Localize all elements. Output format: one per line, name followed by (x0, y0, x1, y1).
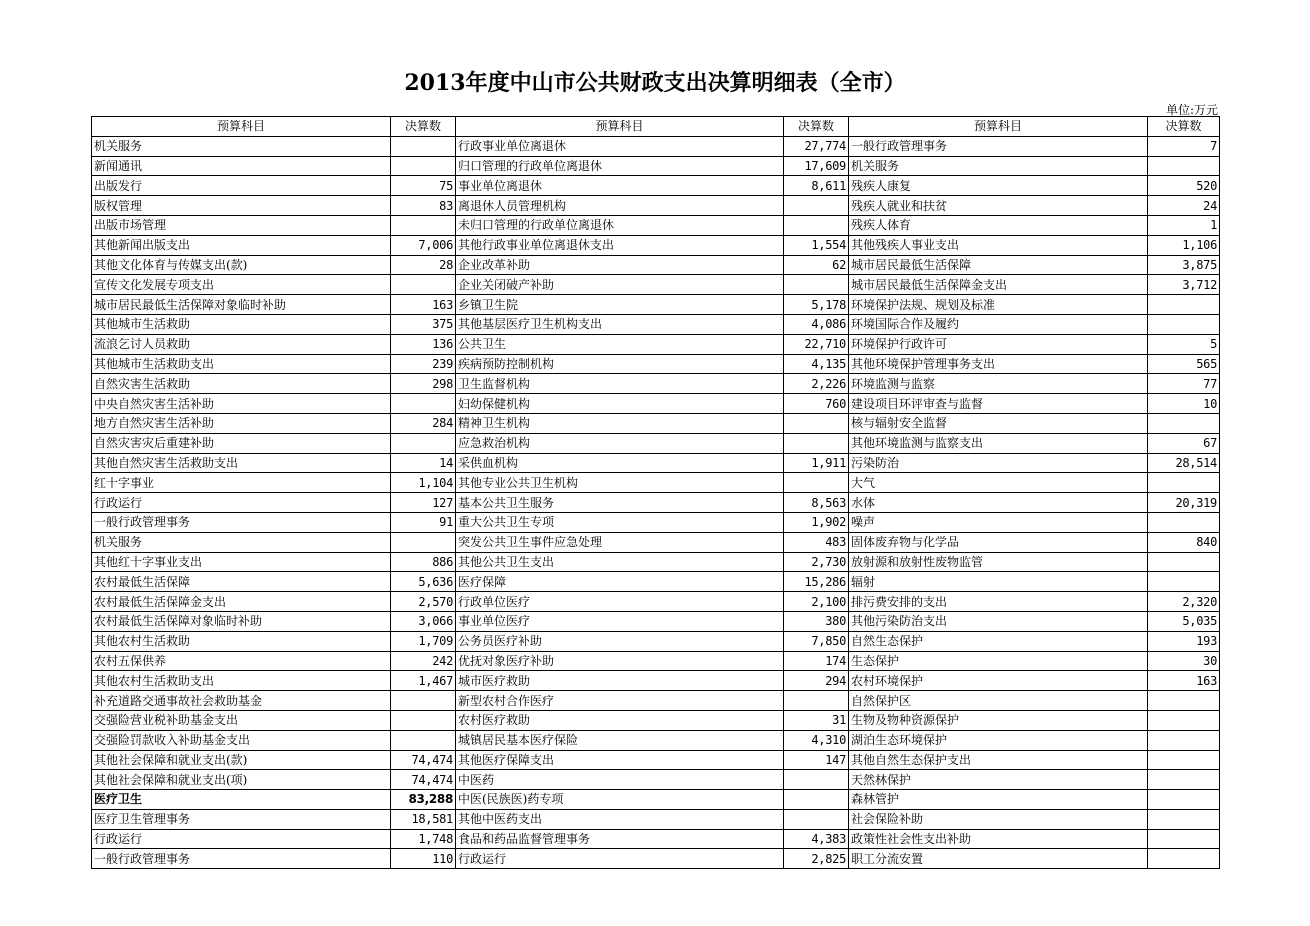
subject-cell: 出版发行 (92, 176, 391, 196)
subject-cell: 农村最低生活保障金支出 (92, 592, 391, 612)
subject-cell: 农村医疗救助 (456, 710, 784, 730)
amount-cell (391, 394, 456, 414)
subject-cell: 其他中医药支出 (456, 809, 784, 829)
amount-cell: 483 (784, 532, 849, 552)
subject-cell: 森林管护 (849, 790, 1148, 810)
table-row (92, 710, 1220, 730)
table-row (92, 255, 1220, 275)
table-row (92, 631, 1220, 651)
table-row (92, 196, 1220, 216)
subject-cell: 固体废弃物与化学品 (849, 532, 1148, 552)
amount-cell (1148, 552, 1220, 572)
subject-cell: 乡镇卫生院 (456, 295, 784, 315)
subject-cell: 宣传文化发展专项支出 (92, 275, 391, 295)
subject-cell: 农村最低生活保障 (92, 572, 391, 592)
subject-cell: 应急救治机构 (456, 433, 784, 453)
amount-cell (784, 433, 849, 453)
amount-cell (1148, 730, 1220, 750)
subject-cell: 卫生监督机构 (456, 374, 784, 394)
amount-cell: 1,911 (784, 453, 849, 473)
table-row (92, 354, 1220, 374)
amount-cell (391, 275, 456, 295)
amount-cell: 7,850 (784, 631, 849, 651)
amount-cell: 10 (1148, 394, 1220, 414)
table-row (92, 829, 1220, 849)
header-subject-3: 预算科目 (849, 117, 1148, 137)
subject-cell: 未归口管理的行政单位离退休 (456, 215, 784, 235)
amount-cell: 75 (391, 176, 456, 196)
subject-cell: 污染防治 (849, 453, 1148, 473)
amount-cell: 298 (391, 374, 456, 394)
amount-cell: 1,554 (784, 235, 849, 255)
amount-cell: 2,570 (391, 592, 456, 612)
subject-cell: 行政运行 (456, 849, 784, 869)
amount-cell (1148, 849, 1220, 869)
amount-cell: 4,135 (784, 354, 849, 374)
subject-cell: 职工分流安置 (849, 849, 1148, 869)
subject-cell: 残疾人就业和扶贫 (849, 196, 1148, 216)
subject-cell: 离退休人员管理机构 (456, 196, 784, 216)
subject-cell: 其他环境保护管理事务支出 (849, 354, 1148, 374)
subject-cell: 重大公共卫生专项 (456, 512, 784, 532)
table-row (92, 671, 1220, 691)
amount-cell (784, 770, 849, 790)
amount-cell: 30 (1148, 651, 1220, 671)
subject-cell: 医疗卫生 (92, 790, 391, 810)
amount-cell: 20,319 (1148, 493, 1220, 513)
table-row (92, 394, 1220, 414)
amount-cell: 27,774 (784, 136, 849, 156)
table-row (92, 235, 1220, 255)
subject-cell: 辐射 (849, 572, 1148, 592)
table-row (92, 651, 1220, 671)
subject-cell: 政策性社会性支出补助 (849, 829, 1148, 849)
amount-cell: 5 (1148, 334, 1220, 354)
subject-cell: 中医(民族医)药专项 (456, 790, 784, 810)
table-row (92, 611, 1220, 631)
subject-cell: 水体 (849, 493, 1148, 513)
amount-cell: 163 (391, 295, 456, 315)
amount-cell: 28,514 (1148, 453, 1220, 473)
table-row (92, 433, 1220, 453)
amount-cell: 7,006 (391, 235, 456, 255)
amount-cell: 136 (391, 334, 456, 354)
subject-cell: 环境保护行政许可 (849, 334, 1148, 354)
subject-cell: 疾病预防控制机构 (456, 354, 784, 374)
amount-cell (1148, 829, 1220, 849)
amount-cell: 2,320 (1148, 592, 1220, 612)
amount-cell: 163 (1148, 671, 1220, 691)
subject-cell: 其他城市生活救助 (92, 314, 391, 334)
amount-cell (1148, 473, 1220, 493)
amount-cell (1148, 790, 1220, 810)
amount-cell: 5,035 (1148, 611, 1220, 631)
amount-cell: 5,178 (784, 295, 849, 315)
subject-cell: 食品和药品监督管理事务 (456, 829, 784, 849)
amount-cell (391, 691, 456, 711)
page-title: 2013年度中山市公共财政支出决算明细表（全市） (404, 70, 906, 96)
subject-cell: 公务员医疗补助 (456, 631, 784, 651)
subject-cell: 事业单位离退休 (456, 176, 784, 196)
subject-cell: 企业改革补助 (456, 255, 784, 275)
subject-cell: 自然保护区 (849, 691, 1148, 711)
subject-cell: 其他医疗保障支出 (456, 750, 784, 770)
amount-cell: 4,310 (784, 730, 849, 750)
subject-cell: 行政运行 (92, 829, 391, 849)
subject-cell: 其他文化体育与传媒支出(款) (92, 255, 391, 275)
subject-cell: 城市居民最低生活保障金支出 (849, 275, 1148, 295)
subject-cell: 湖泊生态环境保护 (849, 730, 1148, 750)
amount-cell: 74,474 (391, 750, 456, 770)
amount-cell: 2,100 (784, 592, 849, 612)
amount-cell (784, 790, 849, 810)
table-row (92, 552, 1220, 572)
amount-cell: 886 (391, 552, 456, 572)
subject-cell: 其他专业公共卫生机构 (456, 473, 784, 493)
amount-cell: 147 (784, 750, 849, 770)
table-row (92, 176, 1220, 196)
subject-cell: 其他环境监测与监察支出 (849, 433, 1148, 453)
table-row (92, 473, 1220, 493)
amount-cell: 1,104 (391, 473, 456, 493)
amount-cell: 7 (1148, 136, 1220, 156)
subject-cell: 一般行政管理事务 (92, 849, 391, 869)
subject-cell: 中医药 (456, 770, 784, 790)
subject-cell: 机关服务 (849, 156, 1148, 176)
subject-cell: 流浪乞讨人员救助 (92, 334, 391, 354)
amount-cell: 15,286 (784, 572, 849, 592)
subject-cell: 城市居民最低生活保障对象临时补助 (92, 295, 391, 315)
table-row (92, 512, 1220, 532)
amount-cell: 83 (391, 196, 456, 216)
subject-cell: 其他新闻出版支出 (92, 235, 391, 255)
subject-cell: 其他农村生活救助 (92, 631, 391, 651)
amount-cell: 840 (1148, 532, 1220, 552)
subject-cell: 自然生态保护 (849, 631, 1148, 651)
amount-cell: 239 (391, 354, 456, 374)
subject-cell: 生态保护 (849, 651, 1148, 671)
subject-cell: 其他自然生态保护支出 (849, 750, 1148, 770)
budget-table (91, 116, 1220, 869)
amount-cell: 8,563 (784, 493, 849, 513)
amount-cell: 127 (391, 493, 456, 513)
subject-cell: 企业关闭破产补助 (456, 275, 784, 295)
subject-cell: 城市居民最低生活保障 (849, 255, 1148, 275)
amount-cell: 1,467 (391, 671, 456, 691)
header-subject-1: 预算科目 (92, 117, 391, 137)
subject-cell: 残疾人体育 (849, 215, 1148, 235)
amount-cell (391, 433, 456, 453)
table-row (92, 572, 1220, 592)
subject-cell: 大气 (849, 473, 1148, 493)
amount-cell: 3,066 (391, 611, 456, 631)
subject-cell: 医疗卫生管理事务 (92, 809, 391, 829)
subject-cell: 其他社会保障和就业支出(项) (92, 770, 391, 790)
amount-cell: 2,825 (784, 849, 849, 869)
amount-cell: 284 (391, 413, 456, 433)
subject-cell: 交强险营业税补助基金支出 (92, 710, 391, 730)
table-row (92, 532, 1220, 552)
subject-cell: 医疗保障 (456, 572, 784, 592)
amount-cell: 8,611 (784, 176, 849, 196)
header-row (92, 117, 1220, 137)
table-row (92, 730, 1220, 750)
table-row (92, 849, 1220, 869)
amount-cell (784, 196, 849, 216)
table-row (92, 809, 1220, 829)
subject-cell: 中央自然灾害生活补助 (92, 394, 391, 414)
subject-cell: 突发公共卫生事件应急处理 (456, 532, 784, 552)
amount-cell (1148, 750, 1220, 770)
table-row (92, 750, 1220, 770)
subject-cell: 版权管理 (92, 196, 391, 216)
table-row (92, 413, 1220, 433)
subject-cell: 农村五保供养 (92, 651, 391, 671)
amount-cell (391, 710, 456, 730)
amount-cell (391, 156, 456, 176)
header-amount-1: 决算数 (391, 117, 456, 137)
subject-cell: 行政事业单位离退休 (456, 136, 784, 156)
subject-cell: 自然灾害生活救助 (92, 374, 391, 394)
amount-cell: 24 (1148, 196, 1220, 216)
header-amount-3: 决算数 (1148, 117, 1220, 137)
table-row (92, 275, 1220, 295)
amount-cell (1148, 710, 1220, 730)
amount-cell (391, 730, 456, 750)
subject-cell: 红十字事业 (92, 473, 391, 493)
amount-cell (1148, 295, 1220, 315)
subject-cell: 行政单位医疗 (456, 592, 784, 612)
subject-cell: 放射源和放射性废物监管 (849, 552, 1148, 572)
subject-cell: 其他残疾人事业支出 (849, 235, 1148, 255)
subject-cell: 其他社会保障和就业支出(款) (92, 750, 391, 770)
table-row (92, 374, 1220, 394)
subject-cell: 其他自然灾害生活救助支出 (92, 453, 391, 473)
subject-cell: 社会保险补助 (849, 809, 1148, 829)
amount-cell: 17,609 (784, 156, 849, 176)
unit-label: 单位:万元 (1165, 103, 1218, 117)
amount-cell (1148, 572, 1220, 592)
subject-cell: 优抚对象医疗补助 (456, 651, 784, 671)
amount-cell (1148, 314, 1220, 334)
subject-cell: 残疾人康复 (849, 176, 1148, 196)
amount-cell: 91 (391, 512, 456, 532)
amount-cell: 375 (391, 314, 456, 334)
table-row (92, 136, 1220, 156)
subject-cell: 其他城市生活救助支出 (92, 354, 391, 374)
table-row (92, 334, 1220, 354)
subject-cell: 城镇居民基本医疗保险 (456, 730, 784, 750)
amount-cell: 193 (1148, 631, 1220, 651)
subject-cell: 环境监测与监察 (849, 374, 1148, 394)
subject-cell: 出版市场管理 (92, 215, 391, 235)
subject-cell: 采供血机构 (456, 453, 784, 473)
subject-cell: 农村环境保护 (849, 671, 1148, 691)
amount-cell (784, 809, 849, 829)
amount-cell: 4,086 (784, 314, 849, 334)
subject-cell: 一般行政管理事务 (92, 512, 391, 532)
amount-cell: 28 (391, 255, 456, 275)
subject-cell: 地方自然灾害生活补助 (92, 413, 391, 433)
table-row (92, 691, 1220, 711)
amount-cell: 67 (1148, 433, 1220, 453)
amount-cell: 2,226 (784, 374, 849, 394)
subject-cell: 补充道路交通事故社会救助基金 (92, 691, 391, 711)
amount-cell: 380 (784, 611, 849, 631)
subject-cell: 妇幼保健机构 (456, 394, 784, 414)
subject-cell: 生物及物种资源保护 (849, 710, 1148, 730)
subject-cell: 环境国际合作及履约 (849, 314, 1148, 334)
subject-cell: 其他红十字事业支出 (92, 552, 391, 572)
table-row (92, 770, 1220, 790)
amount-cell: 174 (784, 651, 849, 671)
amount-cell (1148, 413, 1220, 433)
amount-cell (784, 215, 849, 235)
amount-cell (784, 691, 849, 711)
table-row (92, 295, 1220, 315)
subject-cell: 农村最低生活保障对象临时补助 (92, 611, 391, 631)
amount-cell (1148, 809, 1220, 829)
amount-cell: 31 (784, 710, 849, 730)
amount-cell: 83,288 (391, 790, 456, 810)
subject-cell: 机关服务 (92, 532, 391, 552)
amount-cell: 760 (784, 394, 849, 414)
subject-cell: 公共卫生 (456, 334, 784, 354)
subject-cell: 机关服务 (92, 136, 391, 156)
amount-cell: 5,636 (391, 572, 456, 592)
subject-cell: 其他行政事业单位离退休支出 (456, 235, 784, 255)
amount-cell (1148, 156, 1220, 176)
subject-cell: 建设项目环评审查与监督 (849, 394, 1148, 414)
subject-cell: 排污费安排的支出 (849, 592, 1148, 612)
amount-cell: 77 (1148, 374, 1220, 394)
subject-cell: 天然林保护 (849, 770, 1148, 790)
subject-cell: 自然灾害灾后重建补助 (92, 433, 391, 453)
amount-cell: 74,474 (391, 770, 456, 790)
amount-cell (391, 215, 456, 235)
subject-cell: 其他公共卫生支出 (456, 552, 784, 572)
subject-cell: 其他农村生活救助支出 (92, 671, 391, 691)
amount-cell (391, 532, 456, 552)
subject-cell: 核与辐射安全监督 (849, 413, 1148, 433)
amount-cell: 242 (391, 651, 456, 671)
amount-cell: 18,581 (391, 809, 456, 829)
amount-cell (784, 413, 849, 433)
header-subject-2: 预算科目 (456, 117, 784, 137)
table-body (92, 136, 1220, 868)
amount-cell: 520 (1148, 176, 1220, 196)
amount-cell: 1,106 (1148, 235, 1220, 255)
subject-cell: 新闻通讯 (92, 156, 391, 176)
amount-cell: 22,710 (784, 334, 849, 354)
amount-cell (391, 136, 456, 156)
amount-cell: 294 (784, 671, 849, 691)
subject-cell: 噪声 (849, 512, 1148, 532)
amount-cell: 14 (391, 453, 456, 473)
amount-cell: 2,730 (784, 552, 849, 572)
subject-cell: 行政运行 (92, 493, 391, 513)
table-row (92, 790, 1220, 810)
subject-cell: 基本公共卫生服务 (456, 493, 784, 513)
table-row (92, 156, 1220, 176)
subject-cell: 环境保护法规、规划及标准 (849, 295, 1148, 315)
amount-cell: 3,875 (1148, 255, 1220, 275)
table-row (92, 453, 1220, 473)
table-row (92, 314, 1220, 334)
amount-cell: 1,902 (784, 512, 849, 532)
table-row (92, 215, 1220, 235)
amount-cell: 62 (784, 255, 849, 275)
amount-cell: 110 (391, 849, 456, 869)
amount-cell (784, 473, 849, 493)
amount-cell: 4,383 (784, 829, 849, 849)
amount-cell (1148, 691, 1220, 711)
subject-cell: 交强险罚款收入补助基金支出 (92, 730, 391, 750)
subject-cell: 新型农村合作医疗 (456, 691, 784, 711)
subject-cell: 其他污染防治支出 (849, 611, 1148, 631)
subject-cell: 归口管理的行政单位离退休 (456, 156, 784, 176)
subject-cell: 其他基层医疗卫生机构支出 (456, 314, 784, 334)
table-row (92, 592, 1220, 612)
amount-cell: 1 (1148, 215, 1220, 235)
table-row (92, 493, 1220, 513)
amount-cell: 565 (1148, 354, 1220, 374)
subject-cell: 城市医疗救助 (456, 671, 784, 691)
header-amount-2: 决算数 (784, 117, 849, 137)
amount-cell: 1,748 (391, 829, 456, 849)
amount-cell (1148, 770, 1220, 790)
amount-cell: 1,709 (391, 631, 456, 651)
subject-cell: 一般行政管理事务 (849, 136, 1148, 156)
amount-cell (784, 275, 849, 295)
subject-cell: 精神卫生机构 (456, 413, 784, 433)
subject-cell: 事业单位医疗 (456, 611, 784, 631)
amount-cell (1148, 512, 1220, 532)
amount-cell: 3,712 (1148, 275, 1220, 295)
